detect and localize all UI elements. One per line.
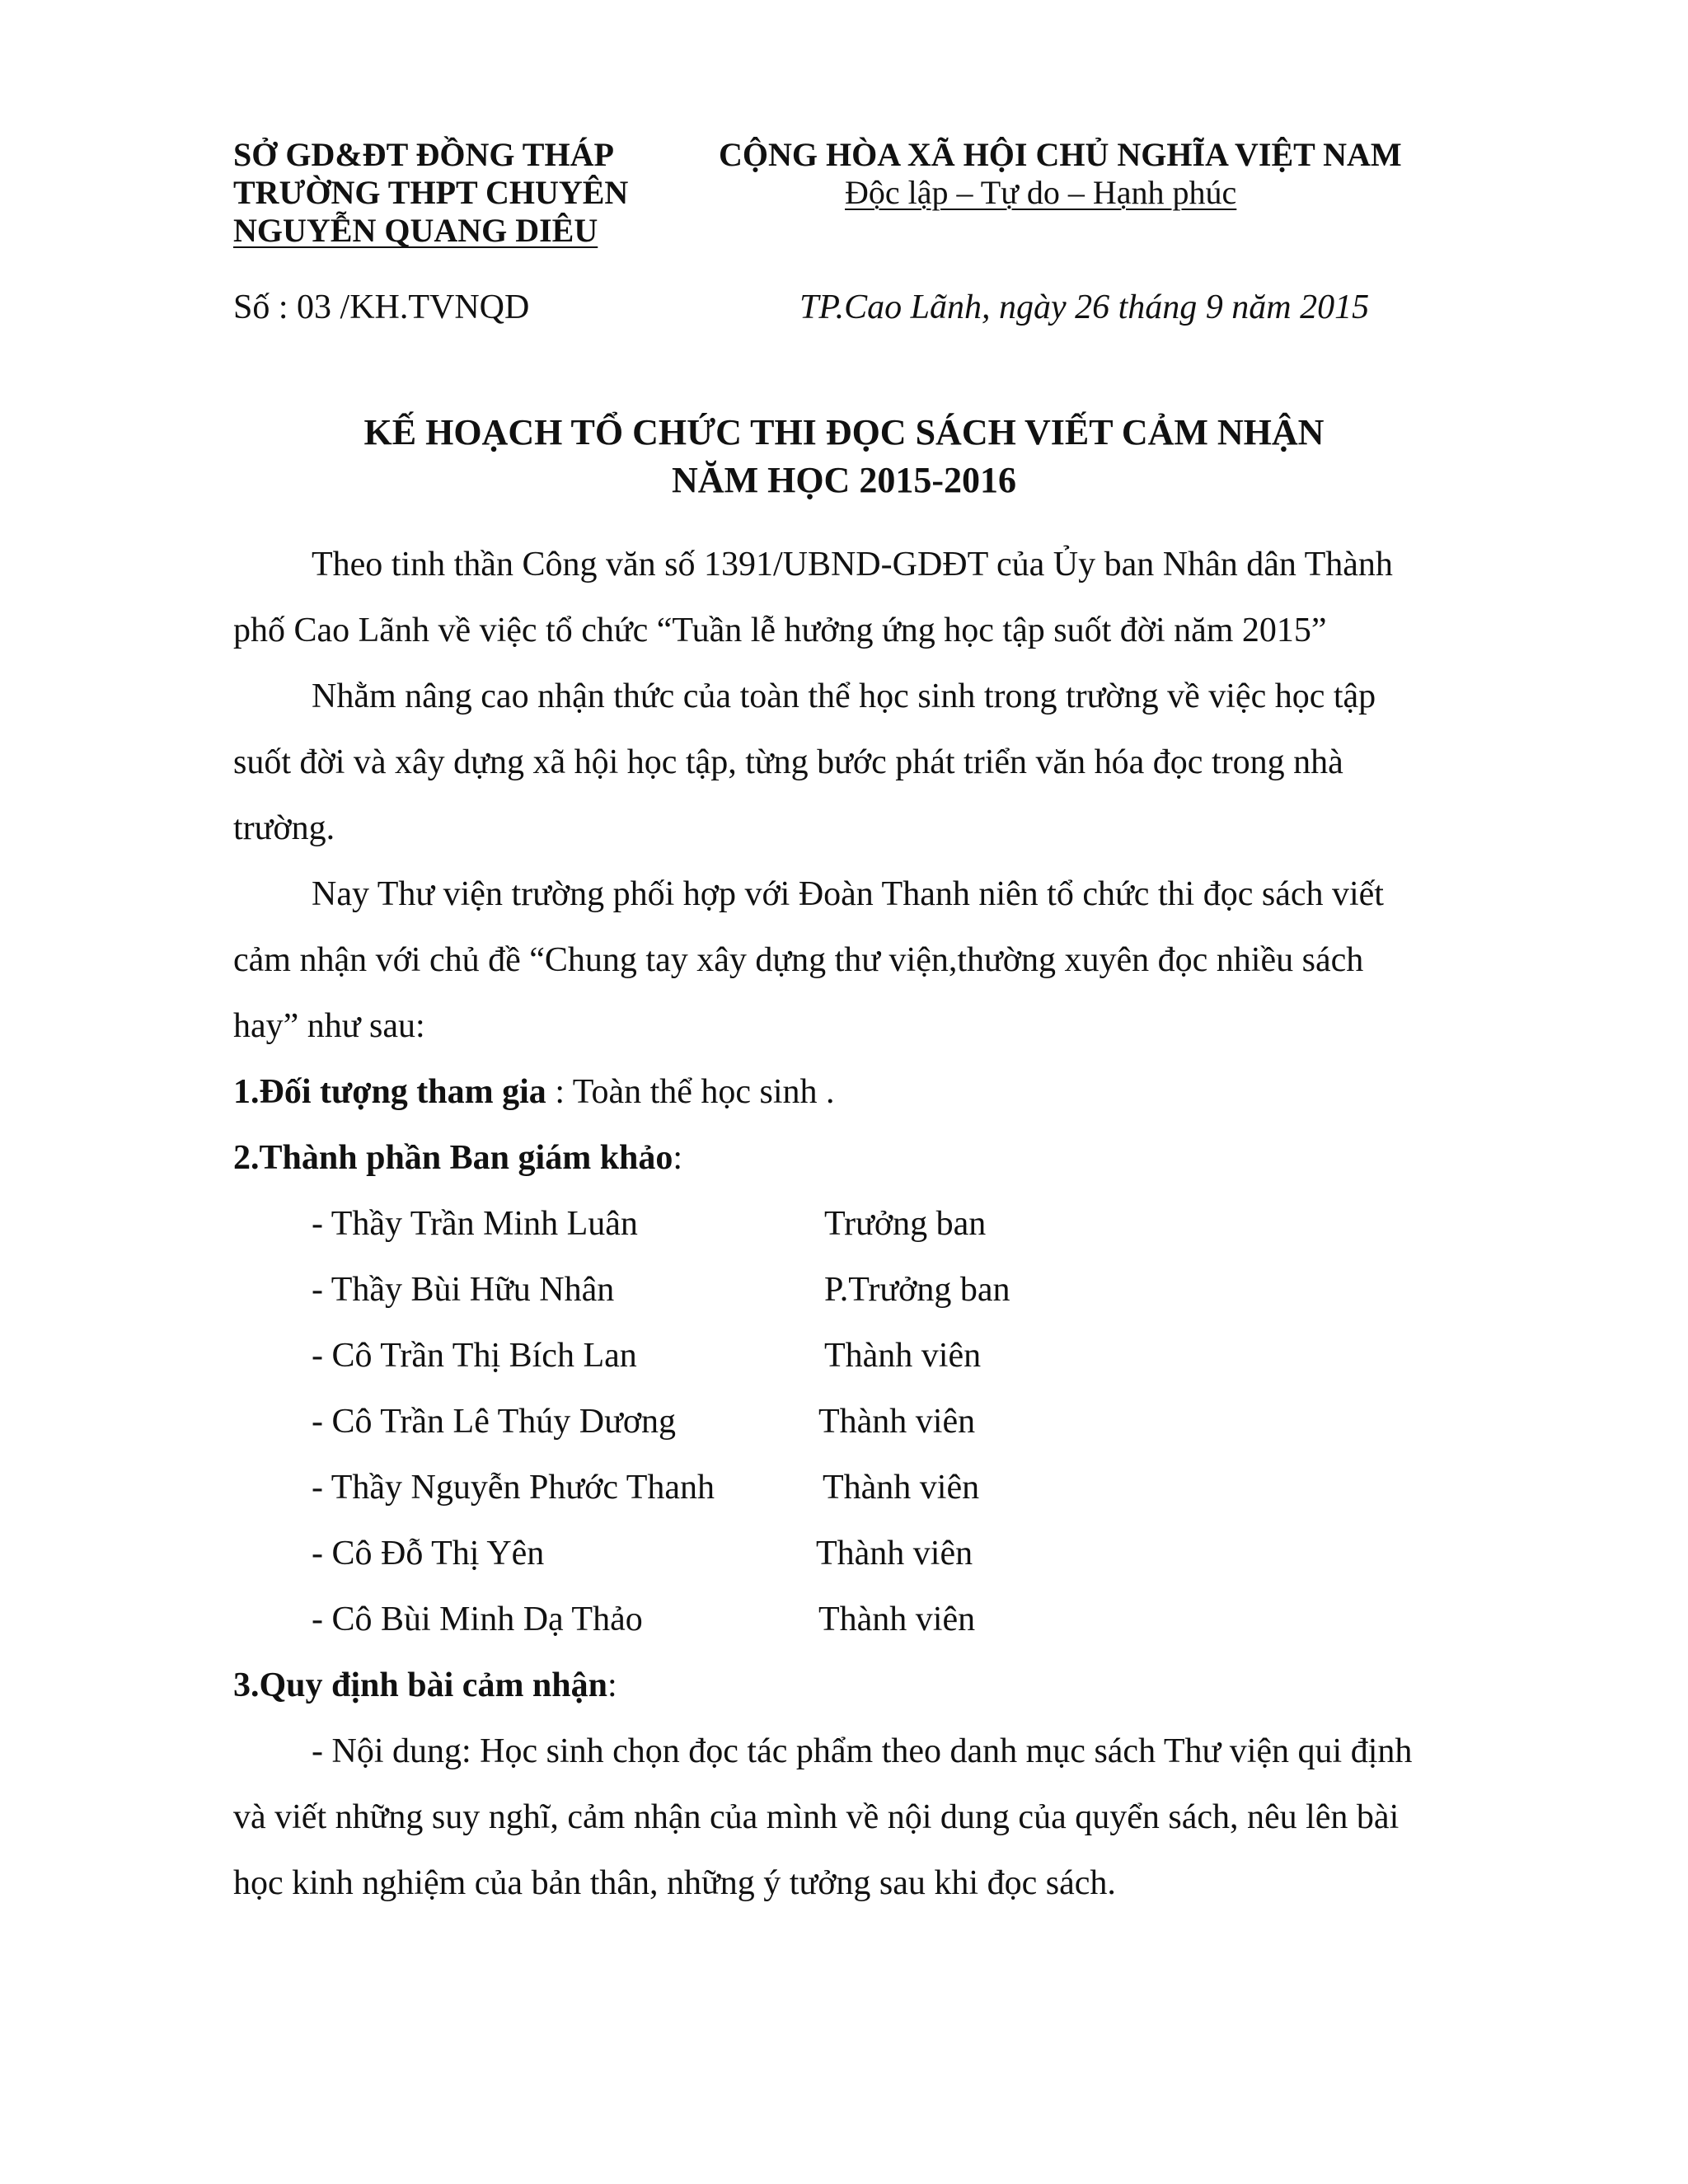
section-3-line-1: - Nội dung: Học sinh chọn đọc tác phẩm theo danh mục sách Thư viện qui định bbox=[312, 1732, 1413, 1770]
member-name: - Thầy Trần Minh Luân bbox=[312, 1205, 638, 1243]
nation-title: CỘNG HÒA XÃ HỘI CHỦ NGHĨA VIỆT NAM bbox=[719, 136, 1402, 173]
section-1 bbox=[233, 1071, 835, 1113]
org-line-2: TRƯỜNG THPT CHUYÊN bbox=[233, 174, 629, 211]
document-title-line-2: NĂM HỌC 2015-2016 bbox=[672, 460, 1016, 500]
section-2 bbox=[233, 1137, 682, 1179]
paragraph-1-line-2: phố Cao Lãnh về việc tổ chức “Tuần lễ hưởng ứng học tập suốt đời năm 2015” bbox=[233, 612, 1327, 649]
member-role: P.Trưởng ban bbox=[824, 1271, 1010, 1309]
member-name: - Thầy Nguyễn Phước Thanh bbox=[312, 1469, 715, 1507]
member-role: Thành viên bbox=[824, 1337, 982, 1375]
member-name: - Cô Trần Lê Thúy Dương bbox=[312, 1403, 677, 1441]
member-role: Thành viên bbox=[818, 1601, 976, 1638]
paragraph-2-line-3: trường. bbox=[233, 809, 335, 847]
place-date: TP.Cao Lãnh, ngày 26 tháng 9 năm 2015 bbox=[799, 288, 1370, 326]
motto: Độc lập – Tự do – Hạnh phúc bbox=[845, 174, 1237, 211]
section-2-colon: : bbox=[673, 1139, 683, 1177]
section-2-heading: 2.Thành phần Ban giám khảo bbox=[233, 1139, 673, 1177]
member-role: Thành viên bbox=[823, 1469, 980, 1507]
section-3-heading: 3.Quy định bài cảm nhận bbox=[233, 1666, 608, 1704]
section-3-line-3: học kinh nghiệm của bản thân, những ý tưởng sau khi đọc sách. bbox=[233, 1864, 1116, 1902]
paragraph-3-line-1: Nay Thư viện trường phối hợp với Đoàn Thanh niên tổ chức thi đọc sách viết bbox=[312, 875, 1384, 913]
member-role: Thành viên bbox=[816, 1535, 973, 1572]
paragraph-1-line-1: Theo tinh thần Công văn số 1391/UBND-GDĐT của Ủy ban Nhân dân Thành bbox=[312, 546, 1393, 583]
member-name: - Cô Trần Thị Bích Lan bbox=[312, 1337, 637, 1375]
paragraph-3-line-3: hay” như sau: bbox=[233, 1007, 425, 1045]
member-name: - Cô Bùi Minh Dạ Thảo bbox=[312, 1601, 643, 1638]
org-line-1: SỞ GD&ĐT ĐỒNG THÁP bbox=[233, 136, 614, 173]
paragraph-2-line-1: Nhằm nâng cao nhận thức của toàn thể học sinh trong trường về việc học tập bbox=[312, 677, 1376, 715]
section-1-text: : Toàn thể học sinh . bbox=[546, 1073, 835, 1111]
org-line-3: NGUYỄN QUANG DIÊU bbox=[233, 212, 598, 249]
section-3 bbox=[233, 1665, 617, 1706]
member-role: Trưởng ban bbox=[824, 1205, 987, 1243]
document-title-line-1: KẾ HOẠCH TỔ CHỨC THI ĐỌC SÁCH VIẾT CẢM NHẬN bbox=[363, 412, 1325, 452]
section-3-line-2: và viết những suy nghĩ, cảm nhận của mình về nội dung của quyển sách, nêu lên bài bbox=[233, 1798, 1400, 1836]
paragraph-2-line-2: suốt đời và xây dựng xã hội học tập, từng bước phát triển văn hóa đọc trong nhà bbox=[233, 743, 1343, 781]
member-name: - Thầy Bùi Hữu Nhân bbox=[312, 1271, 615, 1309]
member-name: - Cô Đỗ Thị Yên bbox=[312, 1535, 545, 1572]
paragraph-3-line-2: cảm nhận với chủ đề “Chung tay xây dựng thư viện,thường xuyên đọc nhiều sách bbox=[233, 941, 1364, 979]
member-role: Thành viên bbox=[818, 1403, 976, 1441]
document-number: Số : 03 /KH.TVNQD bbox=[233, 288, 530, 326]
section-3-colon: : bbox=[607, 1666, 617, 1704]
section-1-heading: 1.Đối tượng tham gia bbox=[233, 1073, 546, 1111]
